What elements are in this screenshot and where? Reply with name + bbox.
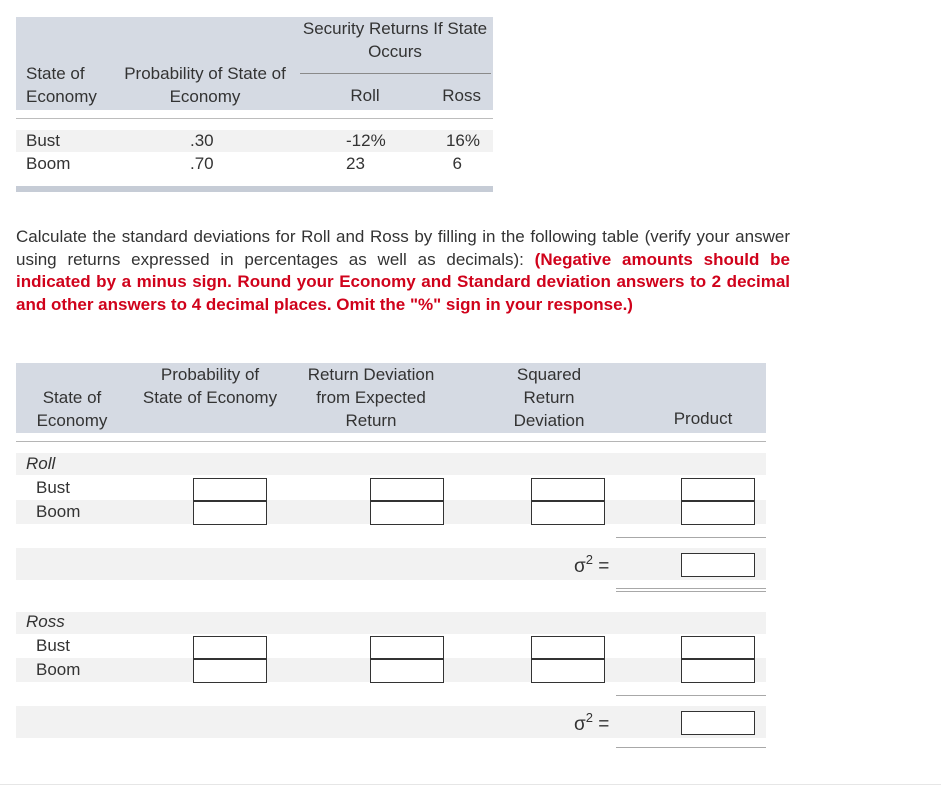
header-divider xyxy=(16,118,493,119)
roll-bust-deviation-input[interactable] xyxy=(370,478,444,502)
roll-variance-input[interactable] xyxy=(681,553,755,577)
section-row xyxy=(16,612,766,634)
squared-deviation-header: Squared Return Deviation xyxy=(513,365,585,430)
ross-boom-product-input[interactable] xyxy=(681,659,755,683)
instructions xyxy=(16,226,790,316)
security-returns-header: Security Returns If State Occurs xyxy=(302,19,488,61)
return-deviation-header: Return Deviation from Expected Return xyxy=(307,365,435,430)
row-ross: 6 xyxy=(452,154,462,173)
ross-bust-product-input[interactable] xyxy=(681,636,755,660)
row-prob: .30 xyxy=(190,131,214,150)
section-row xyxy=(16,453,766,475)
header-group-underline xyxy=(300,73,491,74)
row-state-boom: Boom xyxy=(36,502,81,521)
roll-boom-product-input[interactable] xyxy=(681,501,755,525)
roll-header: Roll xyxy=(350,86,380,105)
product-header: Product xyxy=(673,409,733,428)
ross-bust-squared-input[interactable] xyxy=(531,636,605,660)
row-state-bust: Bust xyxy=(36,478,71,497)
row-state-boom: Boom xyxy=(36,660,81,679)
state-of-economy-header: State of Economy xyxy=(36,388,108,430)
row-state-bust: Bust xyxy=(36,636,71,655)
double-line-top xyxy=(616,588,766,589)
row-prob: .70 xyxy=(190,154,214,173)
double-line-bottom xyxy=(616,591,766,592)
roll-bust-squared-input[interactable] xyxy=(531,478,605,502)
ross-bust-probability-input[interactable] xyxy=(193,636,267,660)
roll-boom-deviation-input[interactable] xyxy=(370,501,444,525)
row-roll: 23 xyxy=(346,154,365,173)
roll-boom-probability-input[interactable] xyxy=(193,501,267,525)
roll-bust-product-input[interactable] xyxy=(681,478,755,502)
row-roll: -12% xyxy=(346,131,386,150)
header-divider xyxy=(16,441,766,442)
ross-header: Ross xyxy=(442,86,481,105)
ross-variance-input[interactable] xyxy=(681,711,755,735)
table-bottom-bar xyxy=(16,186,493,192)
ross-variance-label: $\sigma^2$ = xyxy=(574,710,610,735)
probability-header: Probability of State of Economy xyxy=(124,64,286,106)
sum-line xyxy=(616,537,766,538)
row-ross: 16% xyxy=(445,131,480,150)
instructions-emphasis: (Negative amounts should be indicated by a minus sign. Round your Economy and Standard deviation answers to 2 decimal and other answers to 4 decimal places. Omit the "%" sign in your response.) xyxy=(16,249,790,314)
ross-boom-probability-input[interactable] xyxy=(193,659,267,683)
ross-bust-deviation-input[interactable] xyxy=(370,636,444,660)
roll-variance-label: $\sigma^2$ = xyxy=(574,552,610,577)
section-label-ross: Ross xyxy=(26,612,65,631)
state-of-economy-header: State of Economy xyxy=(26,64,97,106)
roll-bust-probability-input[interactable] xyxy=(193,478,267,502)
sum-line xyxy=(616,695,766,696)
instructions-text: Calculate the standard deviations for Roll and Ross by filling in the following table (verify your answer using returns expressed in percentages as well as decimals): xyxy=(16,227,790,269)
section-label-roll: Roll xyxy=(26,454,56,473)
bottom-line xyxy=(616,747,766,748)
row-state: Boom xyxy=(26,154,71,173)
row-state: Bust xyxy=(26,131,61,150)
variance-row xyxy=(16,706,766,738)
ross-boom-squared-input[interactable] xyxy=(531,659,605,683)
page-bottom-divider xyxy=(0,784,941,785)
probability-header: Probability of State of Economy xyxy=(142,365,278,407)
roll-boom-squared-input[interactable] xyxy=(531,501,605,525)
variance-row xyxy=(16,548,766,580)
ross-boom-deviation-input[interactable] xyxy=(370,659,444,683)
